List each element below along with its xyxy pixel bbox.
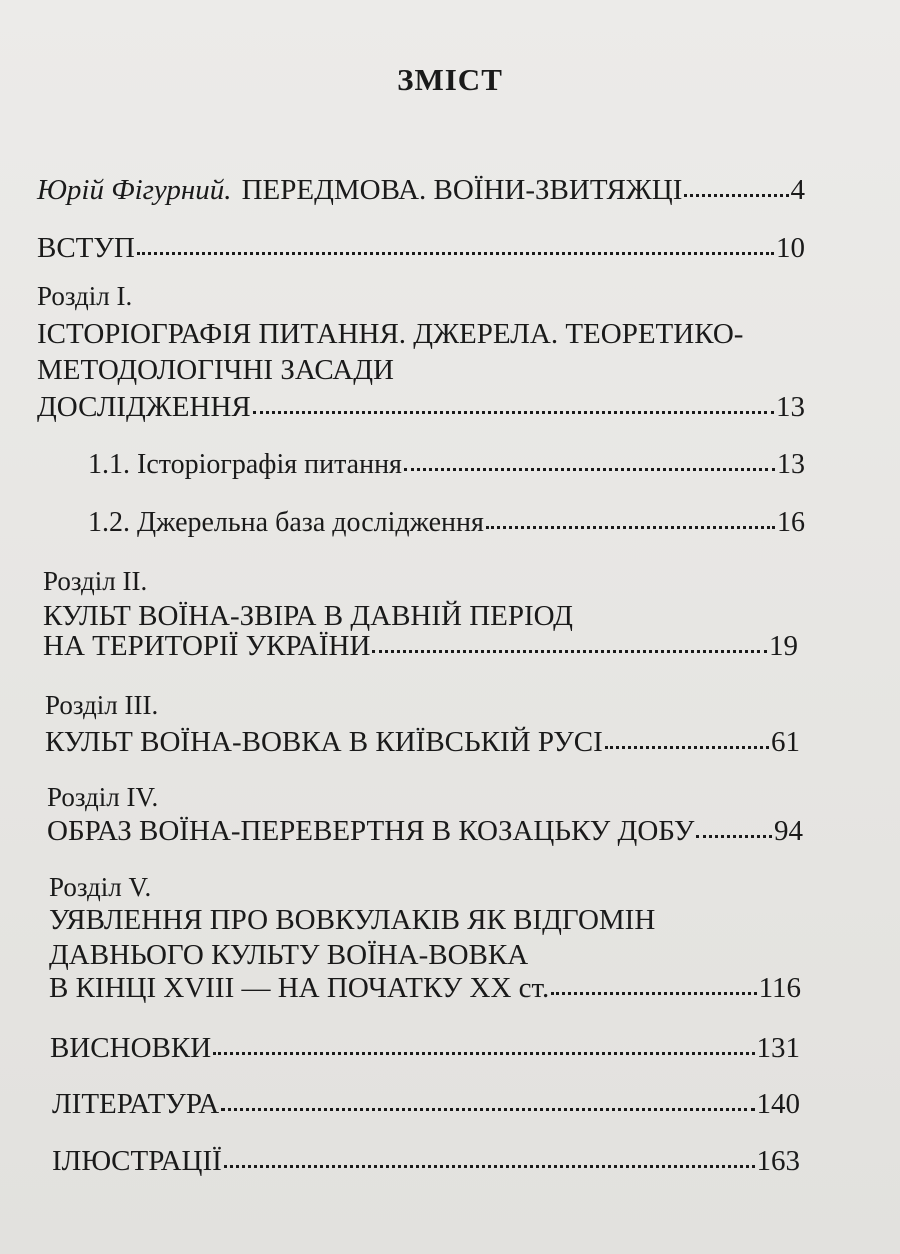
leader-dots (213, 1046, 754, 1055)
toc-entry-chapter-5[interactable] (49, 970, 801, 1006)
conclusions-title: ВИСНОВКИ (50, 1032, 212, 1064)
toc-entry-foreword[interactable] (37, 172, 805, 208)
page-number: 61 (771, 726, 800, 758)
page-number: 10 (776, 232, 805, 264)
toc-entry-conclusions[interactable] (50, 1030, 800, 1066)
illustrations-title: ІЛЮСТРАЦІЇ (52, 1145, 222, 1177)
leader-dots (551, 986, 756, 995)
leader-dots (684, 188, 788, 197)
chapter-2-title-line2: НА ТЕРИТОРІЇ УКРАЇНИ (43, 630, 371, 662)
leader-dots (696, 829, 772, 838)
leader-dots (137, 246, 774, 255)
page-number: 116 (758, 972, 801, 1004)
page-number: 94 (774, 815, 803, 847)
page-number: 4 (790, 174, 805, 206)
toc-entry-literature[interactable] (52, 1086, 800, 1122)
chapter-1-title-line3: ДОСЛІДЖЕННЯ (37, 391, 251, 423)
leader-dots (404, 462, 775, 471)
chapter-2-title-line1[interactable]: КУЛЬТ ВОЇНА-ЗВІРА В ДАВНІЙ ПЕРІОД (43, 600, 573, 632)
chapter-5-title-line3: В КІНЦІ XVIII — НА ПОЧАТКУ XX ст. (49, 972, 550, 1004)
page-number: 19 (769, 630, 798, 662)
leader-dots (372, 644, 767, 653)
toc-entry-chapter-2[interactable] (43, 628, 798, 664)
chapter-3-title: КУЛЬТ ВОЇНА-ВОВКА В КИЇВСЬКІЙ РУСІ (45, 726, 603, 758)
chapter-4-title: ОБРАЗ ВОЇНА-ПЕРЕВЕРТНЯ В КОЗАЦЬКУ ДОБУ (47, 815, 695, 847)
leader-dots (605, 740, 769, 749)
chapter-5-title-line1[interactable]: УЯВЛЕННЯ ПРО ВОВКУЛАКІВ ЯК ВІДГОМІН (49, 904, 656, 936)
chapter-1-label: Розділ І. (37, 281, 133, 311)
page-number: 163 (756, 1145, 800, 1177)
leader-dots (486, 520, 775, 529)
leader-dots (253, 405, 774, 414)
page-number: 13 (777, 449, 805, 480)
page-number: 16 (777, 507, 805, 538)
foreword-title: ПЕРЕДМОВА. ВОЇНИ-ЗВИТЯЖЦІ (241, 174, 683, 206)
toc-entry-section-1-2[interactable] (88, 505, 805, 541)
chapter-2-label: Розділ ІІ. (43, 566, 148, 596)
page-number: 131 (756, 1032, 800, 1064)
chapter-5-title-line2[interactable]: ДАВНЬОГО КУЛЬТУ ВОЇНА-ВОВКА (49, 939, 529, 971)
page-number: 13 (776, 391, 805, 423)
chapter-1-title-line1[interactable]: ІСТОРІОГРАФІЯ ПИТАННЯ. ДЖЕРЕЛА. ТЕОРЕТИКО- (37, 318, 744, 350)
foreword-author: Юрій Фігурний. (37, 174, 232, 206)
literature-title: ЛІТЕРАТУРА (52, 1088, 220, 1120)
chapter-5-label: Розділ V. (49, 872, 152, 902)
chapter-3-label: Розділ ІІІ. (45, 690, 159, 720)
page-number: 140 (756, 1088, 800, 1120)
toc-entry-intro[interactable] (37, 230, 805, 266)
toc-entry-section-1-1[interactable] (88, 447, 805, 483)
intro-title: ВСТУП (37, 232, 135, 264)
page-title: ЗМІСТ (397, 62, 503, 97)
toc-entry-chapter-1[interactable] (37, 389, 805, 425)
toc-entry-chapter-4[interactable] (47, 813, 803, 849)
section-1-1-title: 1.1. Історіографія питання (88, 449, 402, 480)
toc-entry-chapter-3[interactable] (45, 724, 800, 760)
chapter-4-label: Розділ IV. (47, 782, 159, 812)
chapter-1-title-line2[interactable]: МЕТОДОЛОГІЧНІ ЗАСАДИ (37, 354, 394, 386)
section-1-2-title: 1.2. Джерельна база дослідження (88, 507, 484, 538)
leader-dots (221, 1102, 754, 1111)
toc-entry-illustrations[interactable] (52, 1143, 800, 1179)
leader-dots (224, 1159, 755, 1168)
